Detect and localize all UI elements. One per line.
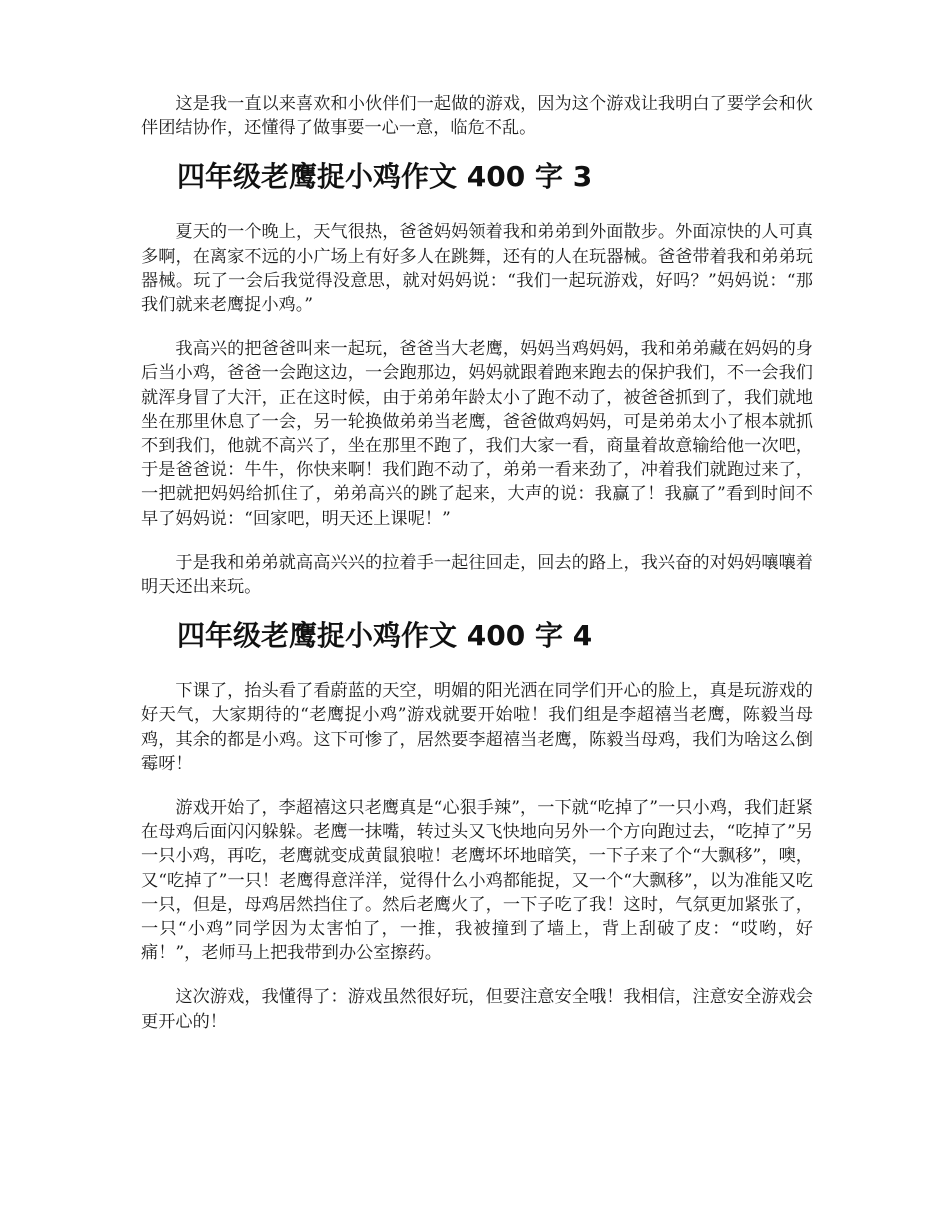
- document-body: [141, 92, 813, 1054]
- paragraph: 夏天的一个晚上，天气很热，爸爸妈妈领着我和弟弟到外面散步。外面凉快的人可真多啊，在离家不远的小广场上有好多人在跳舞，还有的人在玩器械。爸爸带着我和弟弟玩器械。玩了一会后我觉得没意思，就对妈妈说：“我们一起玩游戏，好吗？”妈妈说：“那我们就来老鹰捉小鸡。”: [141, 222, 813, 316]
- paragraph: 下课了，抬头看了看蔚蓝的天空，明媚的阳光洒在同学们开心的脸上，真是玩游戏的好天气，大家期待的“老鹰捉小鸡”游戏就要开始啦！我们组是李超禧当老鹰，陈毅当母鸡，其余的都是小鸡。这下可惨了，居然要李超禧当老鹰，陈毅当母鸡，我们为啥这么倒霉呀！: [141, 681, 813, 774]
- paragraph: 这次游戏，我懂得了：游戏虽然很好玩，但要注意安全哦！我相信，注意安全游戏会更开心的！: [141, 987, 813, 1032]
- paragraph: 我高兴的把爸爸叫来一起玩，爸爸当大老鹰，妈妈当鸡妈妈，我和弟弟藏在妈妈的身后当小鸡，爸爸一会跑这边，一会跑那边，妈妈就跟着跑来跑去的保护我们，不一会我们就浑身冒了大汗，正在这时候，由于弟弟年龄太小了跑不动了，被爸爸抓到了，我们就地坐在那里休息了一会，另一轮换做弟弟当老鹰，爸爸做鸡妈妈，可是弟弟太小了根本就抓不到我们，他就不高兴了，坐在那里不跑了，我们大家一看，商量着故意输给他一次吧，于是爸爸说：牛牛，你快来啊！我们跑不动了，弟弟一看来劲了，冲着我们就跑过来了，一把就把妈妈给抓住了，弟弟高兴的跳了起来，大声的说：我赢了！我赢了”看到时间不早了妈妈说：“回家吧，明天还上课呢！”: [141, 339, 813, 529]
- section-heading: 四年级老鹰捉小鸡作文 400 字 4: [177, 619, 593, 653]
- paragraph: 游戏开始了，李超禧这只老鹰真是“心狠手辣”，一下就“吃掉了”一只小鸡，我们赶紧在母鸡后面闪闪躲躲。老鹰一抹嘴，转过头又飞快地向另外一个方向跑过去，“吃掉了”另一只小鸡，再吃，老鹰就变成黄鼠狼啦！老鹰坏坏地暗笑，一下子来了个“大飘移”，噢，又“吃掉了”一只！老鹰得意洋洋，觉得什么小鸡都能捉，又一个“大飘移”，以为准能又吃一只，但是，母鸡居然挡住了。然后老鹰火了，一下子吃了我！这时，气氛更加紧张了，一只“小鸡”同学因为太害怕了，一推，我被撞到了墙上，背上刮破了皮：“哎哟，好痛！”，老师马上把我带到办公室擦药。: [141, 798, 813, 964]
- paragraph: 这是我一直以来喜欢和小伙伴们一起做的游戏，因为这个游戏让我明白了要学会和伙伴团结协作，还懂得了做事要一心一意，临危不乱。: [141, 94, 813, 139]
- paragraph: 于是我和弟弟就高高兴兴的拉着手一起往回走，回去的路上，我兴奋的对妈妈嚷嚷着明天还出来玩。: [141, 552, 813, 598]
- section-heading: 四年级老鹰捉小鸡作文 400 字 3: [177, 160, 593, 194]
